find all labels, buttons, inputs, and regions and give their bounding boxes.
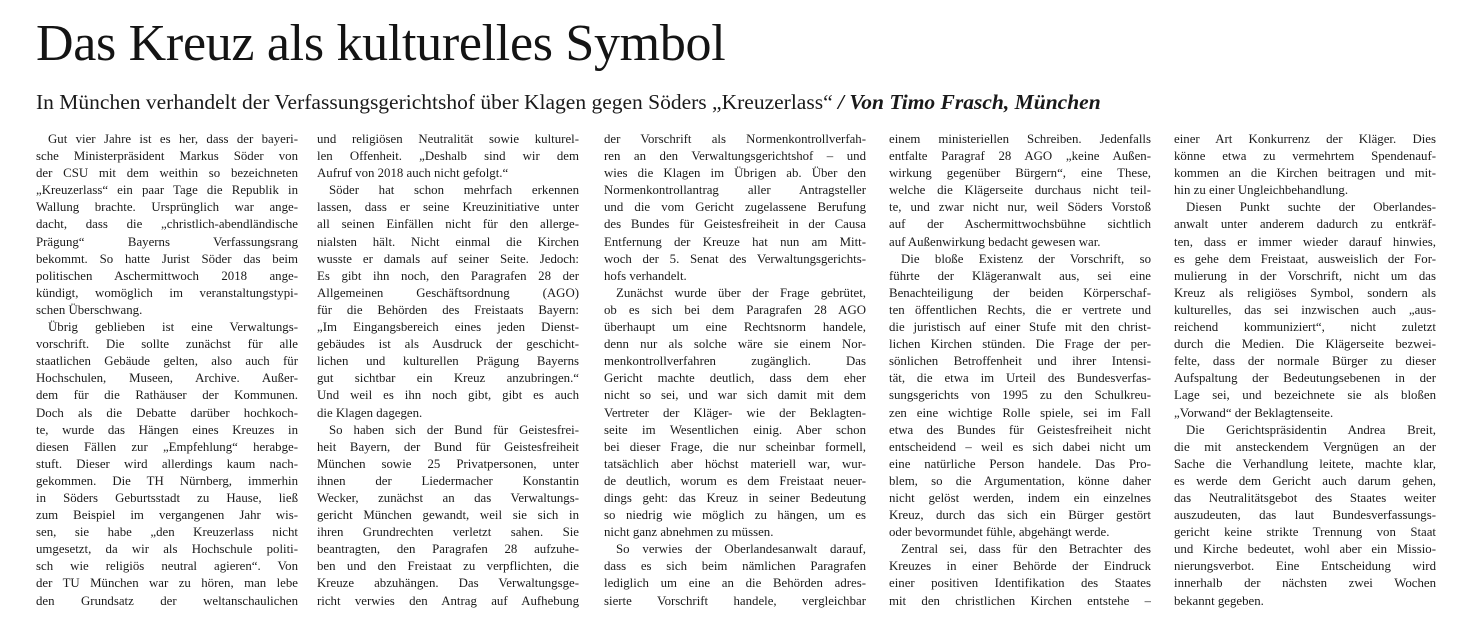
text-line: nicht gelöst werden, indem ein einzelnes xyxy=(889,490,1151,505)
text-line: der Vorschrift als Normenkontrollverfah- xyxy=(604,132,866,146)
text-line: tät, die etwa im Urteil des Bundesverfas- xyxy=(889,371,1151,386)
text-line: Söder hat schon mehrfach erkennen xyxy=(329,183,579,198)
text-line: tatsächlich aber höchst materiell war, wur- xyxy=(604,456,866,471)
text-line: Wallung brachte. Ursprünglich war ange- xyxy=(36,200,298,215)
text-line: innerhalb der nächsten zwei Wochen xyxy=(1174,576,1436,591)
text-line: bei dieser Frage, die nur scheinbar formell, xyxy=(604,439,866,454)
text-line: „Im Eingangsbereich eines jeden Dienst- xyxy=(317,320,579,335)
text-line: mulierung in der Vorschrift, nicht um das xyxy=(1174,268,1436,283)
text-line: der TU München war zu hören, man lebe xyxy=(36,576,298,591)
text-line: nicht so sei, und war sich damit mit dem xyxy=(604,388,866,403)
text-line: des Bundes für Geistesfreiheit in der Causa xyxy=(604,217,866,232)
text-column-1 xyxy=(36,131,298,610)
text-line: len Offenheit. „Deshalb sind wir dem xyxy=(317,149,579,164)
text-line: für die Behörden des Freistaats Bayern: xyxy=(317,302,579,317)
text-line: eine natürliche Person handele. Das Pro- xyxy=(889,456,1151,471)
text-line: de deutlich, worum es dem Freistaat neuer- xyxy=(604,473,866,488)
text-line: dass es sich beim nämlichen Paragrafen xyxy=(604,559,866,574)
text-line: führte der Klägeranwalt aus, sei eine xyxy=(889,268,1151,283)
text-line: dings geht: das Kreuz in seiner Bedeutung xyxy=(604,490,866,505)
text-line: Normenkontrollantrag aller Antragsteller xyxy=(604,183,866,198)
text-line: und Kirche bedeutet, wohl aber ein Missio- xyxy=(1174,542,1436,557)
text-line: auf Außenwirkung bedacht gewesen war. xyxy=(889,234,1101,249)
text-line: Kreuze abzuhängen. Das Verwaltungsge- xyxy=(317,576,579,591)
text-line: einem ministeriellen Schreiben. Jedenfalls xyxy=(889,132,1151,146)
text-line: ben und den Freistaat zu verpflichten, die xyxy=(317,559,579,574)
text-line: zum Beispiel im vergangenen Jahr wis- xyxy=(36,508,298,523)
text-line: Wecker, zunächst an das Verwaltungs- xyxy=(317,490,579,505)
text-line: kommen an die Kirchen beitragen und mit- xyxy=(1174,166,1436,181)
text-line: „Vorwand“ der Beklagtenseite. xyxy=(1174,405,1334,420)
text-line: beantragten, den Paragrafen 28 aufzuhe- xyxy=(317,542,579,557)
text-line: der CSU mit dem weithin so bezeichneten xyxy=(36,166,298,181)
text-line: te, wurde das Hängen eines Kreuzes in xyxy=(36,422,298,437)
text-line: Zunächst wurde über der Frage gebrütet, xyxy=(616,285,866,300)
text-line: so niedrig wie möglich zu hängen, um es xyxy=(604,508,866,523)
text-line: den Grundsatz der weltanschaulichen xyxy=(36,593,298,608)
text-line: Und weil es ihn noch gibt, gibt es auch xyxy=(317,388,579,403)
text-line: überhaupt um eine Rechtsnorm handele, xyxy=(604,320,866,335)
text-line: lassen, dass er seine Kreuzinitiative unter xyxy=(317,200,579,215)
text-line: Allgemeinen Geschäftsordnung (AGO) xyxy=(317,285,579,300)
text-line: schen Überschwang. xyxy=(36,302,143,317)
text-line: So verwies der Oberlandesanwalt darauf, xyxy=(616,542,866,557)
text-line: hofs verhandelt. xyxy=(604,268,687,283)
text-line: wusste er damals auf seiner Seite. Jedoch: xyxy=(317,251,579,266)
text-line: lichen Kirchen stünden. Die Frage der per- xyxy=(889,337,1151,352)
text-line: die Klagen dagegen. xyxy=(317,405,423,420)
text-line: auszudeuten, das laut Bundesverfassungs- xyxy=(1174,508,1436,523)
text-line: einer Art Konkurrenz der Kläger. Dies xyxy=(1174,132,1436,146)
text-line: diesen Fällen zur „Empfehlung“ herabge- xyxy=(36,439,298,454)
text-line: sungsgerichts von 1995 zu den Schulkreu- xyxy=(889,388,1151,403)
text-line: die mit ansteckendem Vergnügen an der xyxy=(1174,439,1436,454)
text-line: Doch als die Debatte darüber hochkoch- xyxy=(36,405,298,420)
text-line: entscheidend – weil es sich dabei nicht um xyxy=(889,439,1151,454)
text-line: könne etwa zu vermehrtem Spendenauf- xyxy=(1174,149,1436,164)
text-line: bekommt. So hatte Jurist Söder das beim xyxy=(36,251,298,266)
text-line: staatlichen Gebäude gelten, also auch für xyxy=(36,354,298,369)
text-line: sierte Vorschrift handele, vergleichbar xyxy=(604,593,866,608)
text-line: Übrig geblieben ist eine Verwaltungs- xyxy=(48,320,298,335)
text-line: auf der Aschermittwochsbühne sichtlich xyxy=(889,217,1151,232)
text-line: woch der 5. Senat des Verwaltungsgerichts- xyxy=(604,251,866,266)
text-line: ob es sich bei dem Paragrafen 28 AGO xyxy=(604,302,866,317)
text-line: durch die Medien. Die Klägerseite bezwei- xyxy=(1174,337,1436,352)
subhead-text: In München verhandelt der Verfassungsgerichtshof über Klagen gegen Söders „Kreuzerlass“ xyxy=(36,90,833,114)
text-line: Zentral sei, dass für den Betrachter des xyxy=(901,542,1151,557)
text-line: gut sichtbar ein Kreuz anzubringen.“ xyxy=(317,371,579,386)
text-line: vorschrift. Die sollte zunächst für alle xyxy=(36,337,298,352)
text-line: hin zu einer Ungleichbehandlung. xyxy=(1174,183,1349,198)
text-line: lediglich um eine an die Behörden adres- xyxy=(604,576,866,591)
text-line: einer positiven Identifikation des Staates xyxy=(889,576,1151,591)
text-line: in Söders Geburtsstadt zu Hause, ließ xyxy=(36,490,298,505)
text-line: reichend kommuniziert“, nicht zuletzt xyxy=(1174,320,1436,335)
text-line: es gehe dem Freistaat, ausweislich der For- xyxy=(1174,251,1436,266)
text-line: Gericht machte deutlich, dass dem eher xyxy=(604,371,866,386)
text-line: ten öffentlichen Rechts, die er vertrete und xyxy=(889,302,1151,317)
text-line: wirkung gegenüber Bürgern“, eine These, xyxy=(889,166,1151,181)
text-line: das Neutralitätsgebot des Staates weiter xyxy=(1174,490,1436,505)
text-line: sche Ministerpräsident Markus Söder von xyxy=(36,149,298,164)
text-line: sch wie religiös neutral agieren“. Von xyxy=(36,559,298,574)
text-line: ihnen der Liedermacher Konstantin xyxy=(317,473,579,488)
text-line: Entfernung der Kreuze hat nun am Mitt- xyxy=(604,234,866,249)
text-line: te, und zwar nicht nur, weil Söders Vorstoß xyxy=(889,200,1151,215)
text-column-5 xyxy=(1174,131,1436,610)
text-line: Es gibt ihn noch, den Paragrafen 28 der xyxy=(317,268,579,283)
text-line: Diesen Punkt suchte der Oberlandes- xyxy=(1186,200,1436,215)
text-line: Die Gerichtspräsidentin Andrea Breit, xyxy=(1186,422,1436,437)
text-line: felte, dass der normale Bürger zu dieser xyxy=(1174,354,1436,369)
text-line: dem für die Rathäuser der Kommunen. xyxy=(36,388,298,403)
text-line: wies die Klagen im Übrigen ab. Über den xyxy=(604,166,866,181)
text-line: oder bevormundet fühle, abgehängt werde. xyxy=(889,525,1110,540)
text-line: stuft. Dieser wird allerdings kaum nach- xyxy=(36,456,298,471)
text-line: gekommen. Die TH Nürnberg, immerhin xyxy=(36,473,298,488)
text-line: mit den christlichen Kirchen entstehe – xyxy=(889,593,1151,608)
text-line: anwalt unter anderem dadurch zu entkräf- xyxy=(1174,217,1436,232)
text-line: sönlichen Betroffenheit und ihrer Intensi- xyxy=(889,354,1151,369)
text-line: München sowie 25 Privatpersonen, unter xyxy=(317,456,579,471)
text-line: nicht ganz abnehmen zu müssen. xyxy=(604,525,774,540)
text-line: Prägung“ Bayerns Verfassungsrang xyxy=(36,234,298,249)
text-line: Lage sei, und bezeichnete sie als bloßen xyxy=(1174,388,1436,403)
text-line: ren an den Verwaltungsgerichtshof – und xyxy=(604,149,866,164)
text-line: Aufruf von 2018 auch nicht gefolgt.“ xyxy=(317,166,509,181)
text-line: ten, dass er immer wieder darauf hinwies, xyxy=(1174,234,1436,249)
text-line: kündigt, womöglich im veranstaltungstypi- xyxy=(36,285,298,300)
text-column-4 xyxy=(889,131,1151,610)
text-line: bekannt gegeben. xyxy=(1174,593,1264,608)
text-line: und die vom Gericht zugelassene Berufung xyxy=(604,200,866,215)
text-line: die juristisch auf einer Stufe mit den christ- xyxy=(889,320,1151,335)
text-line: sen, sie habe „den Kreuzerlass nicht xyxy=(36,525,298,540)
text-line: kulturelles, das sei inzwischen auch „aus- xyxy=(1174,302,1436,317)
text-line: Kreuz, durch das sich ein Bürger gestört xyxy=(889,508,1151,523)
text-line: blem, so die Argumentation, könne daher xyxy=(889,473,1151,488)
text-line: umgesetzt, da wir als Hochschule politi- xyxy=(36,542,298,557)
text-line: gericht München gewandt, weil sie sich in xyxy=(317,508,579,523)
text-line: Kreuzes in einer Behörde der Eindruck xyxy=(889,559,1151,574)
text-line: gebäudes ist als Ausdruck der geschicht- xyxy=(317,337,579,352)
text-line: heit Bayern, der Bund für Geistesfreiheit xyxy=(317,439,579,454)
text-line: und religiösen Neutralität sowie kulturel- xyxy=(317,132,579,146)
text-line: all seinen Einfällen nicht für den allerge- xyxy=(317,217,579,232)
text-line: entfalte Paragraf 28 AGO „keine Außen- xyxy=(889,149,1151,164)
text-line: menkontrollverfahren zugänglich. Das xyxy=(604,354,866,369)
text-line: denn nur als solche wäre sie einem Nor- xyxy=(604,337,866,352)
text-line: Gut vier Jahre ist es her, dass der bayeri- xyxy=(48,132,298,146)
text-line: gericht keine strikte Trennung von Staat xyxy=(1174,525,1436,540)
text-line: Kreuz als religiöses Symbol, sondern als xyxy=(1174,285,1436,300)
text-line: Aufspaltung der Bedeutungsebenen in der xyxy=(1174,371,1436,386)
article-byline: / Von Timo Frasch, München xyxy=(838,90,1101,114)
text-line: dacht, dass die „christlich-abendländische xyxy=(36,217,298,232)
text-line: ihren Grundrechten verletzt sahen. Sie xyxy=(317,525,579,540)
text-line: etwa des Bundes für Geistesfreiheit nicht xyxy=(889,422,1151,437)
text-line: Benachteiligung der beiden Körperschaf- xyxy=(889,285,1151,300)
text-line: es werde dem Gericht auch darum gehen, xyxy=(1174,473,1436,488)
text-line: politischen Aschermittwoch 2018 ange- xyxy=(36,268,298,283)
text-line: seite im Wesentlichen einig. Aber schon xyxy=(604,422,866,437)
text-line: „Kreuzerlass“ ein paar Tage die Republik in xyxy=(36,183,298,198)
text-line: welche die Klägerseite durchaus nicht teil- xyxy=(889,183,1151,198)
text-column-3 xyxy=(604,131,866,610)
text-line: nialsten hält. Nicht einmal die Kirchen xyxy=(317,234,579,249)
article-subhead xyxy=(36,88,1101,116)
text-line: So haben sich der Bund für Geistesfrei- xyxy=(329,422,579,437)
text-column-2 xyxy=(317,131,579,610)
text-line: Sache die Verhandlung leitete, machte klar, xyxy=(1174,456,1436,471)
text-line: Hochschulen, Museen, Archive. Außer- xyxy=(36,371,298,386)
text-line: richt verwies den Antrag auf Aufhebung xyxy=(317,593,579,608)
text-line: Vertreter der Kläger- wie der Beklagten- xyxy=(604,405,866,420)
text-line: lichen und kulturellen Prägung Bayerns xyxy=(317,354,579,369)
text-line: zen eine wichtige Rolle spiele, sei im Fall xyxy=(889,405,1151,420)
article-headline: Das Kreuz als kulturelles Symbol xyxy=(36,15,726,72)
article-body xyxy=(0,131,1468,608)
text-line: Die bloße Existenz der Vorschrift, so xyxy=(901,251,1151,266)
text-line: nierungsverbot. Eine Entscheidung wird xyxy=(1174,559,1436,574)
